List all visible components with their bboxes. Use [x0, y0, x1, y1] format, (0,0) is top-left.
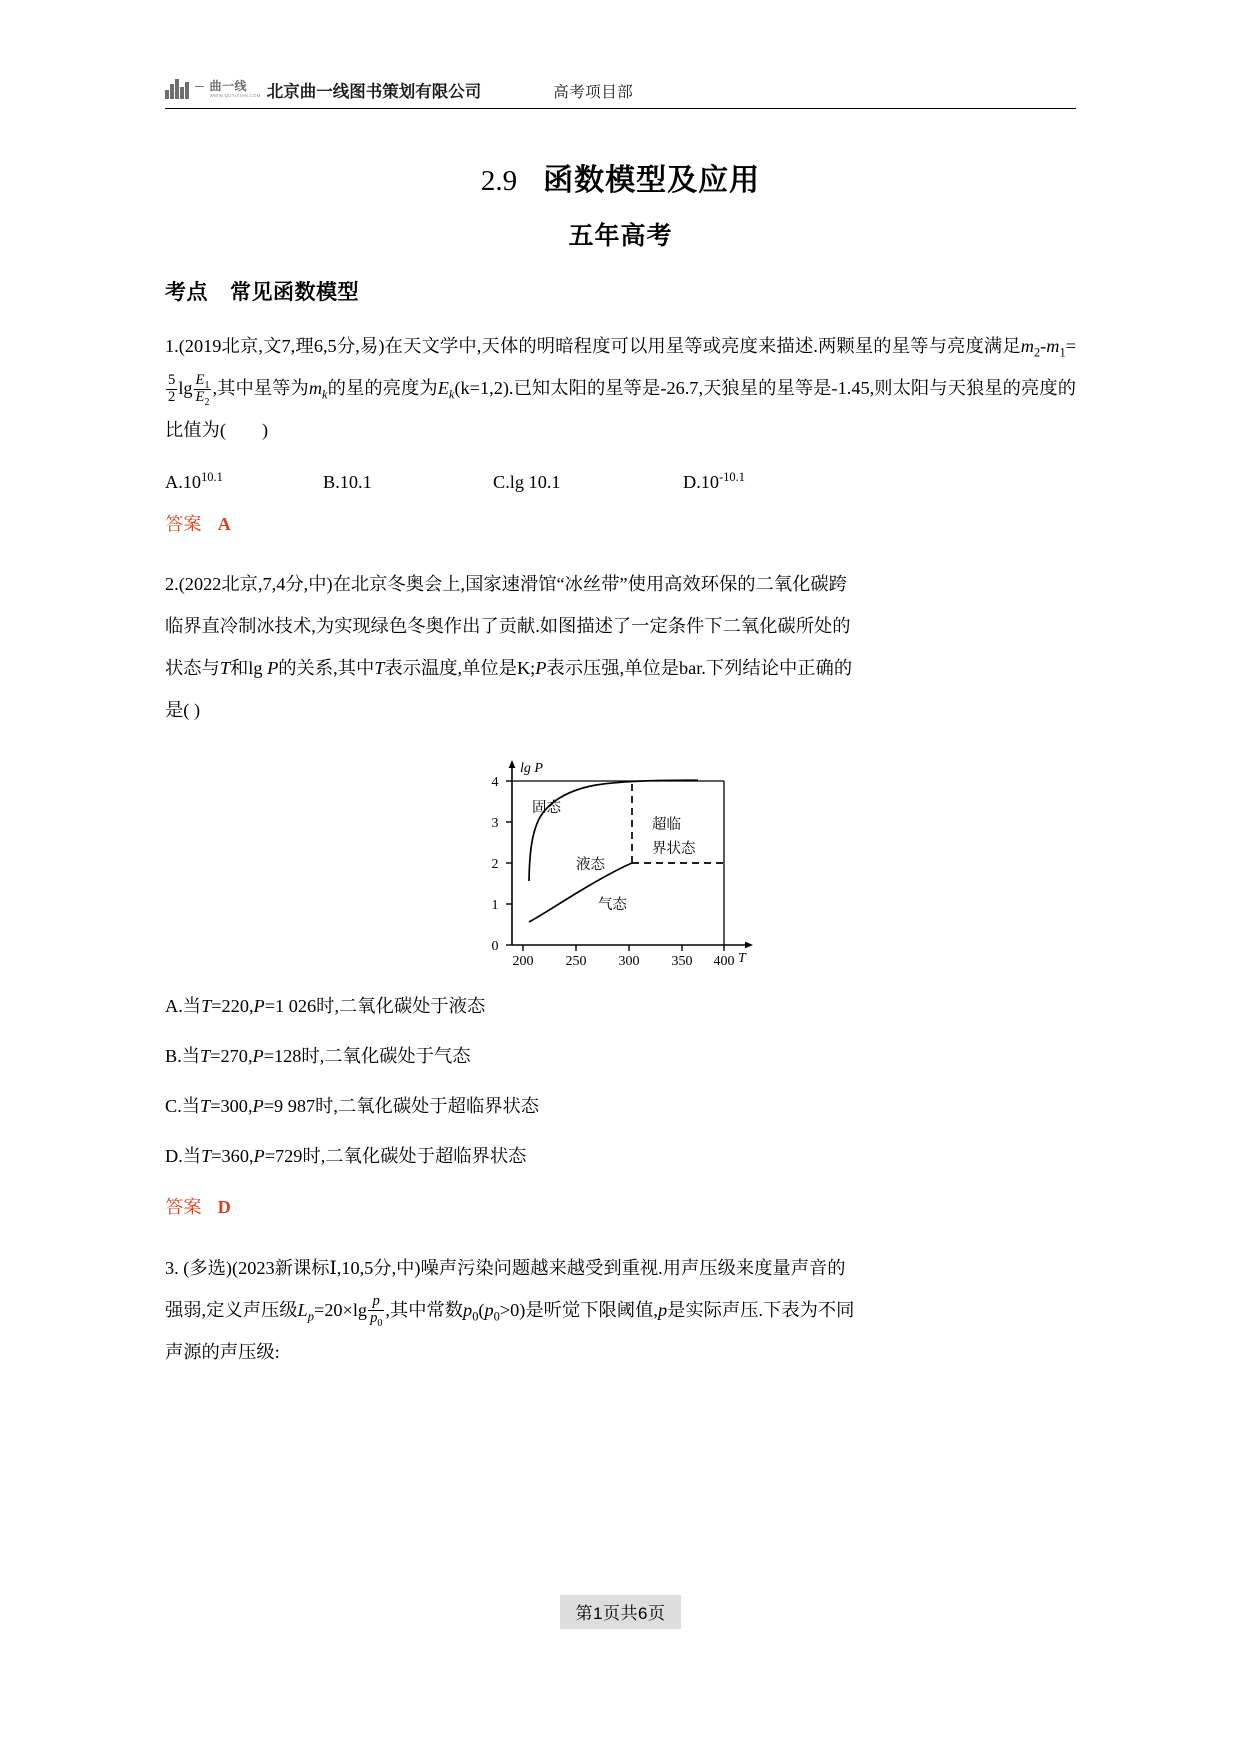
page-title-number: 2.9: [480, 165, 518, 197]
svg-text:4: 4: [491, 775, 498, 791]
q2l3-c: 的关系,其中: [278, 658, 375, 679]
phase-diagram-svg: [476, 757, 766, 972]
page-content: [165, 282, 1076, 1373]
logo-wordmark: [210, 80, 261, 99]
q3l2-var-L: L: [297, 1299, 308, 1320]
section-label: 考点: [165, 281, 208, 304]
question-1-body-2: ,其中星等为: [212, 378, 309, 398]
region-label-gas: 气态: [597, 897, 627, 914]
answer-2-label: 答案: [165, 1196, 202, 1218]
q2-choice-a-prefix: A.当: [165, 996, 202, 1017]
q2l3-var-t: T: [219, 658, 231, 679]
answer-2-value: D: [217, 1197, 231, 1218]
header-department: 高考项目部: [553, 84, 634, 101]
option-b: B.10.1: [323, 472, 372, 492]
q2-choice-b-v1: T: [200, 1046, 211, 1067]
question-2-choice-c: [165, 1090, 1076, 1122]
fraction-e1-e2: $\frac{E_1}{E_2}$: [195, 371, 210, 408]
question-2-line-3: [165, 647, 1076, 689]
svg-text:250: 250: [565, 954, 586, 970]
q2-choice-c-prefix: C.当: [165, 1096, 201, 1117]
q3l2-sub-p: p: [307, 1309, 314, 1324]
svg-text:200: 200: [512, 954, 533, 970]
q3l2-d: (: [478, 1299, 485, 1320]
logo-dash-icon: [195, 86, 204, 88]
section-heading: [165, 282, 1076, 303]
option-d: D.10-10.1: [683, 465, 745, 499]
option-a: A.1010.1: [165, 465, 323, 499]
svg-text:lg P: lg P: [519, 761, 543, 777]
q2l3-var-p: P: [267, 658, 279, 679]
question-1-body-4: (k=1,2).已知太阳的星等是-26.7,天狼星的星等是-1.45,则太阳与天狼星的亮度的比值为(: [165, 378, 1077, 440]
svg-text:350: 350: [671, 954, 692, 970]
q2-choice-a-eq2: =1 026时,二氧化碳处于液态: [264, 996, 486, 1017]
region-label-liquid: 液态: [575, 857, 605, 874]
question-2-line-1: 2.(2022北京,7,4分,中)在北京冬奥会上,国家速滑馆“冰丝带”使用高效环保的二氧化碳跨: [165, 574, 847, 595]
q3l2-p2: p: [657, 1299, 668, 1320]
q2-choice-c-eq1: =300,: [210, 1096, 253, 1117]
page-title-name: 函数模型及应用: [543, 164, 761, 197]
q3l2-p0-sub: 0: [472, 1309, 479, 1324]
question-3-line-3: 声源的声压级:: [165, 1341, 280, 1362]
svg-text:300: 300: [618, 954, 639, 970]
q2l3-var-t2: T: [374, 658, 385, 679]
header-company-name: 北京曲一线图书策划有限公司: [266, 83, 482, 101]
section-name: 常见函数模型: [230, 281, 359, 304]
q2-choice-d-prefix: D.当: [165, 1146, 202, 1167]
q3-frac-bot: p: [370, 1310, 378, 1327]
page-number: 第1页共6页: [560, 1595, 682, 1629]
page-footer: [0, 1595, 1241, 1629]
q2-choice-d-eq2: =729时,二氧化碳处于超临界状态: [264, 1146, 527, 1167]
header-divider: [165, 108, 1076, 109]
question-2-line-2: 临界直冷制冰技术,为实现绿色冬奥作出了贡献.如图描述了一定条件下二氧化碳所处的: [165, 616, 851, 637]
option-c: C.lg 10.1: [493, 472, 561, 492]
q2-choice-a-v1: T: [201, 996, 212, 1017]
question-2-choice-b: [165, 1040, 1076, 1072]
svg-text:0: 0: [491, 939, 498, 955]
q2-choice-a-eq1: =220,: [211, 996, 254, 1017]
q3l2-p0b-sub: 0: [493, 1309, 500, 1324]
region-label-supercritical-2: 界状态: [651, 841, 695, 858]
q2-choice-b-eq2: =128时,二氧化碳处于气态: [263, 1046, 471, 1067]
q2l3-a: 状态与: [165, 658, 220, 679]
question-1-body-3: 的星的亮度为: [327, 378, 438, 398]
question-2-choice-d: [165, 1140, 1076, 1172]
question-1-answer: [165, 515, 1076, 533]
answer-value: A: [217, 514, 231, 534]
question-1-body-5: ): [261, 420, 269, 440]
question-3-line-1: 3. (多选)(2023新课标Ⅰ,10,5分,中)噪声污染问题越来越受到重视.用声压级来度量声音的: [165, 1257, 846, 1278]
q2-choice-a-v2: P: [253, 996, 265, 1017]
q3l2-p0b: p: [484, 1299, 494, 1320]
fraction-p-p0: [368, 1293, 384, 1330]
q2-choice-c-v2: P: [252, 1096, 264, 1117]
q2-choice-b-eq1: =270,: [210, 1046, 253, 1067]
q2l3-b: 和lg: [230, 658, 268, 679]
q2-choice-b-prefix: B.当: [165, 1046, 201, 1067]
region-label-supercritical-1: 超临: [651, 817, 681, 834]
option-d-label: D.10: [683, 472, 720, 492]
question-1-options: [165, 465, 1076, 499]
option-a-label: A.10: [165, 472, 202, 492]
q3l2-f: 是实际声压.下表为不同: [667, 1299, 855, 1320]
q2-choice-c-v1: T: [200, 1096, 211, 1117]
q3l2-c: ,其中常数: [385, 1299, 464, 1320]
q2l3-e: 表示压强,单位是bar.下列结论中正确的: [546, 658, 853, 679]
q3-frac-top: p: [372, 1293, 380, 1310]
q3l2-b: =20×lg: [313, 1299, 368, 1320]
q2-choice-b-v2: P: [252, 1046, 264, 1067]
svg-text:1: 1: [491, 898, 498, 914]
running-header: [165, 0, 1076, 102]
page-title: [0, 155, 1241, 199]
publisher-logo: [165, 79, 261, 99]
logo-en-text: WWW.QUYIXIAN.COM: [209, 92, 261, 98]
q2-choice-d-v2: P: [253, 1146, 265, 1167]
svg-text:400: 400: [713, 954, 734, 970]
q3l2-e: >0)是听觉下限阈值,: [499, 1299, 658, 1320]
fraction-five-halves: $\frac{5}{2}$: [168, 371, 176, 405]
logo-bars-icon: [165, 79, 189, 99]
question-2-line-4: 是( ): [165, 700, 201, 721]
q2-choice-c-eq2: =9 987时,二氧化碳处于超临界状态: [263, 1096, 540, 1117]
region-label-solid: 固态: [531, 800, 561, 817]
figure-co2-phase-diagram: [165, 757, 1076, 972]
q3l2-p0: p: [463, 1299, 473, 1320]
question-1-body: 1.(2019北京,文7,理6,5分,易)在天文学中,天体的明暗程度可以用星等或亮度来描述.两颗星的星等与亮度满足: [165, 336, 1021, 356]
svg-text:2: 2: [491, 857, 498, 873]
question-3-text: [165, 1247, 1076, 1373]
page-subtitle: 五年高考: [568, 222, 673, 250]
question-2-choice-a: [165, 990, 1076, 1022]
q3l2-a: 强弱,定义声压级: [165, 1299, 298, 1320]
svg-text:3: 3: [491, 816, 498, 832]
logo-cn-text: 曲一线: [209, 78, 248, 93]
q2-choice-d-v1: T: [201, 1146, 212, 1167]
question-1-text: 1.(2019北京,文7,理6,5分,易)在天文学中,天体的明暗程度可以用星等或亮度来描述.两颗星的星等与亮度满足$m_2-m_1=$ $\frac{5}{2}$ lg $\frac{E_1}{E_2}$ ,其中星等为$m_k$的星的亮度为$E_k(k=1,2)$.已知太阳的星等是-26.7,天狼星的星等是-1.45,则太阳与天狼星的亮度的比值为( ): [165, 336, 1077, 440]
svg-text:T: T: [737, 951, 746, 967]
question-3-line-2: [165, 1289, 1076, 1331]
answer-label: 答案: [165, 513, 202, 534]
q2l3-d: 表示温度,单位是K;: [384, 658, 536, 679]
q2-choice-d-eq1: =360,: [211, 1146, 254, 1167]
q3-frac-bot-sub: 0: [377, 1318, 383, 1330]
q2l3-var-p2: P: [535, 658, 547, 679]
question-2-answer: [165, 1198, 1076, 1216]
question-2-text: [165, 563, 1076, 731]
